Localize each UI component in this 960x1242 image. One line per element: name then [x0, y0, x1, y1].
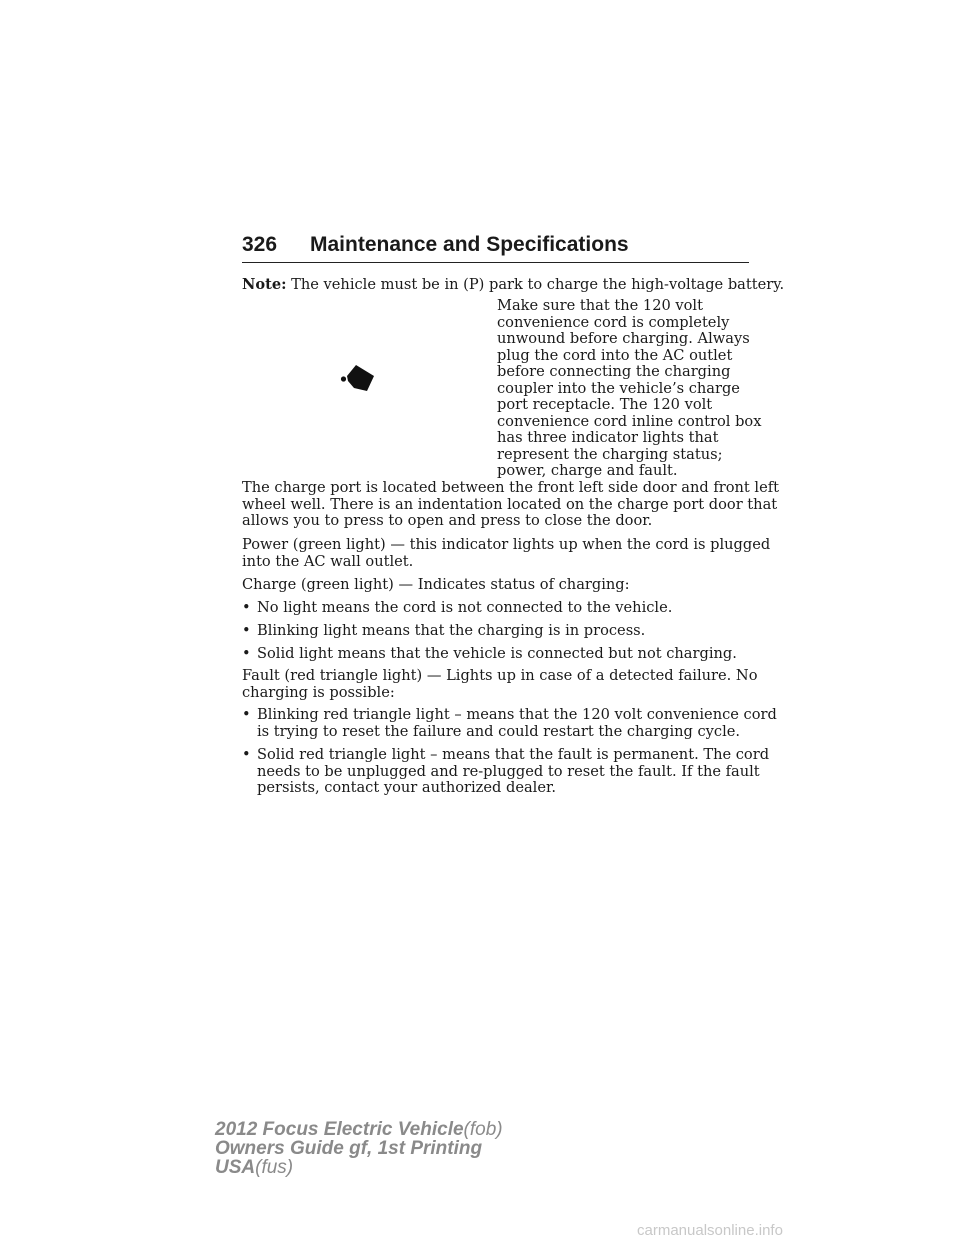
footer-line-1	[215, 1120, 503, 1139]
bullet-dot: •	[242, 599, 251, 616]
bullet-text: is trying to reset the failure and could restart the charging cycle.	[257, 722, 741, 740]
page-header	[242, 228, 749, 263]
footer	[215, 1120, 503, 1177]
footer-guide: Owners Guide gf, 1st Printing	[215, 1138, 483, 1159]
bullet-text: Blinking red triangle light – means that the 120 volt convenience cord	[257, 706, 777, 723]
section-title: Maintenance and Specifications	[310, 233, 629, 256]
footer-line-2	[215, 1139, 503, 1158]
page-number: 326	[242, 233, 278, 256]
bullet-dot: •	[242, 746, 251, 763]
tip-line: unwound before charging. Always	[497, 330, 750, 347]
paragraph-line: Fault (red triangle light) — Lights up in case of a detected failure. No	[242, 667, 758, 684]
paragraph-line: allows you to press to open and press to close the door.	[242, 512, 653, 529]
bullet-dot: •	[242, 706, 251, 723]
power-paragraph	[242, 536, 771, 570]
paragraph-line: Charge (green light) — Indicates status of charging:	[242, 576, 630, 593]
footer-line-3	[215, 1158, 503, 1177]
footer-model-code: (fob)	[463, 1119, 503, 1140]
footer-market-code: (fus)	[255, 1157, 294, 1178]
tip-line: Make sure that the 120 volt	[497, 297, 703, 314]
tip-text	[497, 297, 762, 480]
charge-paragraph	[242, 577, 762, 594]
tip-line: represent the charging status;	[497, 445, 723, 463]
bullet-text: persists, contact your authorized dealer.	[257, 779, 556, 796]
note-text: The vehicle must be in (P) park to charge the high-voltage battery.	[291, 276, 785, 293]
footer-model: 2012 Focus Electric Vehicle	[215, 1119, 464, 1140]
footer-market: USA	[215, 1157, 256, 1178]
tip-line: before connecting the charging	[497, 363, 731, 380]
tip-line: has three indicator lights that	[497, 429, 719, 446]
tip-line: plug the cord into the AC outlet	[497, 346, 733, 364]
tip-line: port receptacle. The 120 volt	[497, 396, 713, 413]
bullet-text: needs to be unplugged and re-plugged to reset the fault. If the fault	[257, 762, 760, 780]
tip-line: power, charge and fault.	[497, 462, 678, 479]
paragraph-line: Power (green light) — this indicator lights up when the cord is plugged	[242, 536, 771, 553]
tip-line: convenience cord is completely	[497, 313, 730, 331]
bullet-text: Solid light means that the vehicle is connected but not charging.	[257, 645, 737, 662]
paragraph-line: charging is possible:	[242, 683, 395, 701]
bullet-dot: •	[242, 622, 251, 639]
bullet-dot: •	[242, 645, 251, 662]
tip-line: convenience cord inline control box	[497, 412, 762, 430]
pointing-hand-icon	[340, 362, 376, 392]
tip-line: coupler into the vehicle’s charge	[497, 379, 740, 397]
note-paragraph	[242, 276, 785, 294]
paragraph-line: into the AC wall outlet.	[242, 552, 414, 570]
bullet-text: Solid red triangle light – means that the fault is permanent. The cord	[257, 746, 770, 763]
watermark: carmanualsonline.info	[637, 1222, 783, 1239]
bullet-text: No light means the cord is not connected to the vehicle.	[257, 599, 673, 616]
fault-paragraph	[242, 668, 762, 701]
note-label: Note:	[242, 276, 287, 293]
paragraph-line: The charge port is located between the front left side door and front left	[242, 479, 779, 496]
charge-port-paragraph	[242, 479, 779, 530]
bullet-text: Blinking light means that the charging is in process.	[257, 622, 646, 639]
paragraph-line: wheel well. There is an indentation located on the charge port door that	[242, 495, 778, 513]
